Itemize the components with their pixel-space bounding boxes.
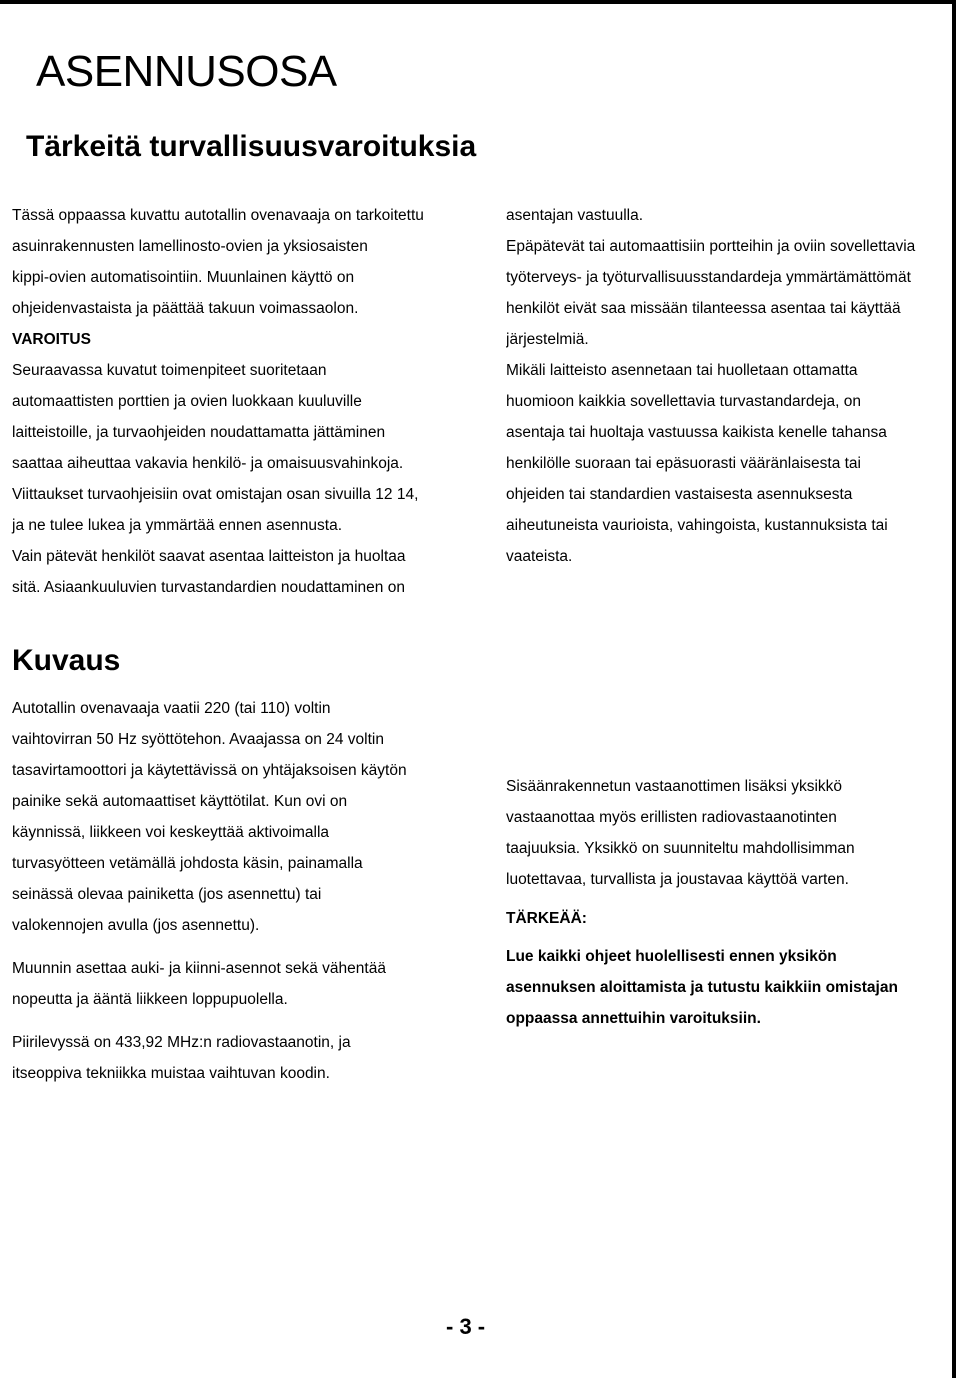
text-line: Piirilevyssä on 433,92 MHz:n radiovastaanotin, ja <box>12 1034 351 1051</box>
text-line: tasavirtamoottori ja käytettävissä on yhtäjaksoisen käytön <box>12 762 407 779</box>
text-line: Mikäli laitteisto asennetaan tai huolletaan ottamatta <box>506 362 858 379</box>
text-line: asuinrakennusten lamellinosto-ovien ja yksiosaisten <box>12 238 368 255</box>
text-line: Seuraavassa kuvatut toimenpiteet suoritetaan <box>12 362 327 379</box>
text-line: oppaassa annettuihin varoituksiin. <box>506 1010 761 1027</box>
text-line: asentajan vastuulla. <box>506 207 644 224</box>
text-line: vaateista. <box>506 548 573 565</box>
text-line: valokennojen avulla (jos asennettu). <box>12 917 260 934</box>
text-line: vastaanottaa myös erillisten radiovastaanotinten <box>506 809 837 826</box>
text-line: asentaja tai huoltaja vastuussa kaikista kenelle tahansa <box>506 424 887 441</box>
text-line: seinässä olevaa painiketta (jos asennettu) tai <box>12 886 322 903</box>
text-line: painike sekä automaattiset käyttötilat. Kun ovi on <box>12 793 348 810</box>
text-line: henkilöt eivät saa missään tilanteessa asentaa tai käyttää <box>506 300 901 317</box>
text-line: Viittaukset turvaohjeisiin ovat omistajan osan sivuilla 12 14, <box>12 486 419 503</box>
text-line: aiheutuneista vaurioista, vahingoista, kustannuksista tai <box>506 517 888 534</box>
description-text-left <box>12 693 482 1089</box>
text-line: taajuuksia. Yksikkö on suunniteltu mahdollisimman <box>506 840 855 857</box>
text-line: järjestelmiä. <box>506 331 589 348</box>
text-line: ja ne tulee lukea ja ymmärtää ennen asennusta. <box>12 517 343 534</box>
text-line: laitteistoille, ja turvaohjeiden noudattamatta jättäminen <box>12 424 386 441</box>
safety-text-left <box>12 200 482 603</box>
text-line: kippi-ovien automatisointiin. Muunlainen käyttö on <box>12 269 355 286</box>
text-line: Autotallin ovenavaaja vaatii 220 (tai 110) voltin <box>12 700 331 717</box>
text-line: Tässä oppaassa kuvattu autotallin ovenavaaja on tarkoitettu <box>12 207 424 224</box>
text-line: Vain pätevät henkilöt saavat asentaa laitteiston ja huoltaa <box>12 548 406 565</box>
text-line: Sisäänrakennetun vastaanottimen lisäksi yksikkö <box>506 778 843 795</box>
text-line: itseoppiva tekniikka muistaa vaihtuvan koodin. <box>12 1065 330 1082</box>
text-line: käynnissä, liikkeen voi keskeyttää aktivoimalla <box>12 824 330 841</box>
text-line: sitä. Asiaankuuluvien turvastandardien noudattaminen on <box>12 579 405 596</box>
text-line: ohjeidenvastaista ja päättää takuun voimassaolon. <box>12 300 359 317</box>
description-text-right <box>506 771 960 1034</box>
text-line: vaihtovirran 50 Hz syöttötehon. Avaajassa on 24 voltin <box>12 731 384 748</box>
page-number: - 3 - <box>446 1314 486 1339</box>
text-line: saattaa aiheuttaa vakavia henkilö- ja omaisuusvahinkoja. <box>12 455 404 472</box>
text-line: turvasyötteen vetämällä johdosta käsin, painamalla <box>12 855 363 872</box>
text-line: luotettavaa, turvallista ja joustavaa käyttöä varten. <box>506 871 849 888</box>
text-line: ohjeiden tai standardien vastaisesta asennuksesta <box>506 486 853 503</box>
warning-label: VAROITUS <box>12 331 91 348</box>
page-title: ASENNUSOSA <box>36 47 337 96</box>
important-label: TÄRKEÄÄ: <box>506 910 587 927</box>
section-title-description: Kuvaus <box>12 644 121 677</box>
text-line: asennuksen aloittamista ja tutustu kaikkiin omistajan <box>506 979 898 996</box>
text-line: Muunnin asettaa auki- ja kiinni-asennot sekä vähentää <box>12 960 386 977</box>
text-line: huomioon kaikkia sovellettavia turvastandardeja, on <box>506 393 861 410</box>
section-title-safety: Tärkeitä turvallisuusvaroituksia <box>26 130 477 163</box>
text-line: Lue kaikki ohjeet huolellisesti ennen yksikön <box>506 948 837 965</box>
text-line: nopeutta ja ääntä liikkeen loppupuolella. <box>12 991 288 1008</box>
safety-text-right <box>506 200 960 572</box>
text-line: automaattisten porttien ja ovien luokkaan kuuluville <box>12 393 362 410</box>
text-line: Epäpätevät tai automaattisiin portteihin ja oviin sovellettavia <box>506 238 916 255</box>
text-line: työterveys- ja työturvallisuusstandardeja ymmärtämättömät <box>506 269 911 286</box>
text-line: henkilölle suoraan tai epäsuorasti vääränlaisesta tai <box>506 455 861 472</box>
